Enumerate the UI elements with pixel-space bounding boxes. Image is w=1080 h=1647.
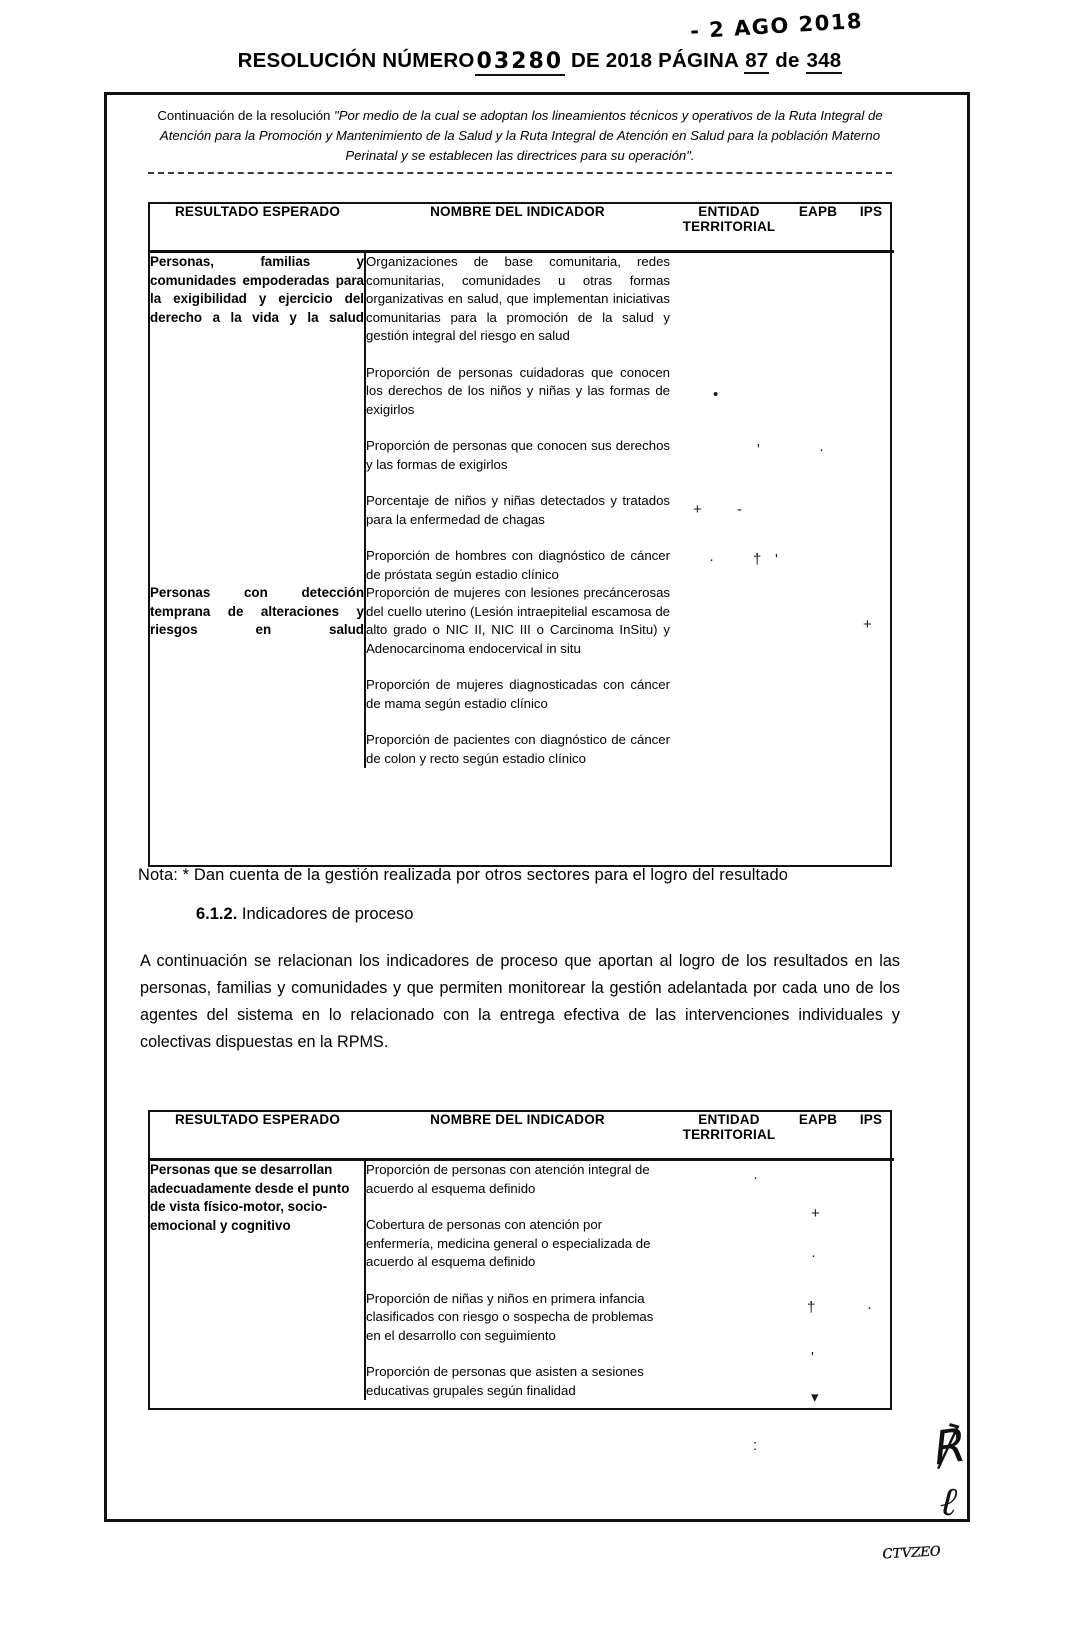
cell-indicadores [365,252,670,585]
cell-indicadores [365,584,670,768]
indicator-item: Cobertura de personas con atención por enfermería, medicina general o especializada de acuerdo al esquema definido [366,1217,651,1269]
indicator-item: Proporción de mujeres diagnosticadas con cáncer de mama según estadio clínico [366,677,670,711]
section-title: Indicadores de proceso [241,905,414,923]
table-check-mark: • [713,386,719,403]
table-check-mark: ' [775,551,778,568]
cell-ips [848,252,894,585]
indicator-item: Proporción de hombres con diagnóstico de cáncer de próstata según estadio clínico [366,548,670,582]
table-check-mark: ▾ [811,1389,819,1406]
col-header-entidad: ENTIDAD TERRITORIAL [670,1112,788,1160]
cell-eapb [788,584,848,768]
page-total: 348 [806,49,842,72]
section-heading [196,905,413,924]
signature-mark-name: ᴄᴛᴠᴢᴇᴏ [881,1538,941,1564]
col-header-entidad: ENTIDAD TERRITORIAL [670,204,788,252]
table-check-mark: · [709,551,714,568]
process-table-body [150,1160,894,1401]
process-table [150,1112,894,1400]
col-header-indicador: NOMBRE DEL INDICADOR [365,204,670,252]
table-row [150,584,894,768]
cell-entidad-territorial [670,584,788,768]
cell-ips [848,1160,894,1401]
col-header-resultado: RESULTADO ESPERADO [150,1112,365,1160]
resolution-year: 2018 [605,49,653,72]
resolution-header-line [237,8,864,74]
cell-eapb [788,252,848,585]
cell-resultado-esperado: Personas que se desarrollan adecuadamente desde el punto de vista físico-motor, socio-emocional y cognitivo [150,1160,365,1401]
col-header-eapb: EAPB [788,204,848,252]
cell-indicadores [365,1160,670,1401]
indicator-item: Proporción de personas que asisten a sesiones educativas grupales según finalidad [366,1364,644,1398]
process-indicators-table [148,1110,892,1454]
indicator-item: Proporción de personas cuidadoras que conocen los derechos de los niños y niñas y las formas de exigirlos [366,364,670,417]
table-header-row [150,1112,894,1160]
cell-eapb [788,1160,848,1401]
cell-entidad-territorial [670,1160,788,1401]
indicator-item: Proporción de pacientes con diagnóstico de cáncer de colon y recto según estadio clínico [366,732,670,766]
dashed-separator [148,172,892,174]
table-check-mark: + [811,1205,820,1222]
results-table-body [150,252,894,769]
continuation-prefix: Continuación de la resolución [157,108,331,123]
col-header-resultado: RESULTADO ESPERADO [150,204,365,252]
continuation-quote: "Por medio de la cual se adoptan los lineamientos técnicos y operativos de la Ruta Integral de Atención para la Promoción y Mantenimiento de la Salud y la Ruta Integral de Atención en Salud para la población Materno Perinatal y se establecen las directrices para su operación". [159,108,883,163]
resolution-number: 03280 [476,49,564,74]
table-row [150,1160,894,1401]
table-check-mark: + [693,501,702,518]
document-header [0,8,1080,74]
pagina-label: PÁGINA [658,49,739,72]
page-current: 87 [745,49,769,72]
de-label: DE [571,49,600,72]
results-table [150,204,894,768]
table-check-mark: : [753,1437,758,1454]
col-header-eapb: EAPB [788,1112,848,1160]
table-note: Nota: * Dan cuenta de la gestión realizada por otros sectores para el logro del resultado [138,866,789,884]
cell-entidad-territorial [670,252,788,585]
cell-resultado-esperado: Personas, familias y comunidades empoderadas para la exigibilidad y ejercicio del derecho a la vida y la salud [150,252,365,585]
indicator-item: Proporción de mujeres con lesiones precáncerosas del cuello uterino (Lesión intraepitelial escamosa de alto grado o NIC II, NIC III o Carcinoma InSitu) y Adenocarcinoma endocervical in situ [366,585,670,656]
indicator-item: Proporción de niñas y niños en primera infancia clasificados con riesgo o sospecha de problemas en el desarrollo con seguimiento [366,1290,654,1343]
results-indicators-table [148,202,892,867]
table-check-mark: - [737,501,742,518]
table-check-mark: ' [811,1349,814,1366]
cell-ips [848,584,894,768]
date-stamp: - 2 AGO 2018 [689,8,864,44]
table-check-mark: + [863,616,872,633]
page-de-label: de [775,49,800,72]
signature-mark-secondary: ℓ [938,1478,959,1526]
indicator-item: Proporción de personas que conocen sus derechos y las formas de exigirlos [366,438,670,472]
table-check-mark: † [753,551,762,568]
table-check-mark: ' [757,441,760,458]
table-check-mark: · [753,1169,758,1186]
table-check-mark: · [867,1299,872,1316]
resolution-label: RESOLUCIÓN NÚMERO [237,49,475,72]
indicator-item: Organizaciones de base comunitaria, redes comunitarias, comunidades u otras formas organizativas en salud, que implementan iniciativas comunitarias para la promoción de la salud y gestión integral del riesgo en salud [366,254,670,343]
section-paragraph: A continuación se relacionan los indicadores de proceso que aportan al logro de los resultados en las personas, familias y comunidades y que permiten monitorear la gestión adelantada por cada uno de los agentes del sistema en lo relacionado con la entrega efectiva de las intervenciones individuales y colectivas dispuestas en la RPMS. [140,952,900,1051]
table-row [150,252,894,585]
col-header-ips: IPS [848,204,894,252]
continuation-paragraph [140,106,900,166]
table-header-row [150,204,894,252]
indicator-item: Proporción de personas con atención integral de acuerdo al esquema definido [366,1162,650,1196]
col-header-indicador: NOMBRE DEL INDICADOR [365,1112,670,1160]
signature-mark-primary: ℟ [926,1418,966,1476]
table-check-mark: · [819,441,824,458]
table-check-mark: · [811,1247,816,1264]
section-number: 6.1.2. [196,905,238,923]
indicator-item: Porcentaje de niños y niñas detectados y tratados para la enfermedad de chagas [366,493,670,527]
col-header-ips: IPS [848,1112,894,1160]
table-check-mark: † [807,1299,816,1316]
cell-resultado-esperado: Personas con detección temprana de alteraciones y riesgos en salud [150,584,365,768]
